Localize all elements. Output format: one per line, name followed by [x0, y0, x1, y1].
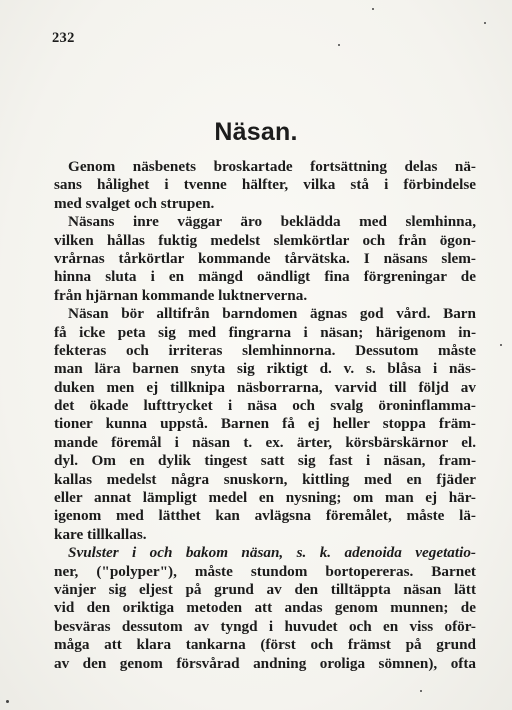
text-line: av den genom försvårad andning oroliga sömnen), ofta [54, 654, 476, 672]
text-line: Näsan bör alltifrån barndomen ägnas god vård. Barn [68, 305, 476, 323]
text-line: duken men ej tillknipa näsborrarna, varvid till följd av [54, 378, 476, 396]
text-line: med svalget och strupen. [54, 194, 215, 212]
chapter-title: Näsan. [214, 118, 298, 146]
text-line: sans hålighet i tvenne hälfter, vilka stå i förbindelse [54, 176, 476, 194]
scan-speck [338, 44, 340, 46]
text-line: vid den oriktiga metoden att andas genom munnen; de [54, 599, 476, 617]
page-number: 232 [52, 30, 75, 46]
text-line: måga att klara tankarna (först och främst på grund [54, 636, 476, 654]
text-line: mande föremål i näsan t. ex. ärter, körsbärskärnor el. [54, 433, 476, 451]
text-line: tioner kunna uppstå. Barnen få ej heller stoppa främ- [54, 415, 476, 433]
text-line: vänjer sig eljest på grund av den tilltäppta näsan lätt [54, 580, 476, 598]
scan-speck [484, 22, 486, 24]
text-line: från hjärnan kommande luktnerverna. [54, 286, 308, 304]
text-line: Näsans inre väggar äro beklädda med slemhinna, [68, 213, 476, 231]
text-line: igenom med lätthet kan avlägsna föremålet, måste lä- [54, 507, 476, 525]
text-line: dyl. Om en dylik tingest satt sig fast i näsan, fram- [54, 452, 476, 470]
text-line: kare tillkallas. [54, 525, 147, 543]
body-text [54, 158, 476, 673]
scan-speck [420, 690, 422, 692]
scan-speck [372, 8, 374, 10]
text-line: Genom näsbenets broskartade fortsättning delas nä- [68, 158, 476, 175]
text-line: vrårnas tårkörtlar kommande tårvätska. I näsans slem- [54, 249, 476, 267]
text-line: besväras dessutom av tyngd i huvudet och en viss oför- [54, 617, 476, 635]
text-line: ner, ("polyper"), måste stundom bortopereras. Barnet [54, 562, 476, 580]
text-line: det ökade lufttrycket i näsa och svalg öroninflamma- [54, 397, 476, 415]
text-line: fekteras och irriteras slemhinnorna. Dessutom måste [54, 341, 476, 359]
text-line: kallas medelst några snuskorn, kittling med en fjäder [54, 470, 476, 488]
scan-speck [6, 700, 9, 703]
text-line: hinna sluta i en mängd oändligt fina förgreningar de [54, 268, 476, 286]
text-line: Svulster i och bakom näsan, s. k. adenoida vegetatio- [68, 544, 476, 562]
text-line: vilken hållas fuktig medelst slemkörtlar och från ögon- [54, 231, 476, 249]
scan-speck [500, 344, 502, 346]
text-line: eller annat lämpligt medel en nysning; om man ej här- [54, 489, 476, 507]
text-line: man lära barnen snyta sig riktigt d. v. s. blåsa i näs- [54, 360, 476, 378]
text-line: få icke peta sig med fingrarna i näsan; härigenom in- [54, 323, 476, 341]
